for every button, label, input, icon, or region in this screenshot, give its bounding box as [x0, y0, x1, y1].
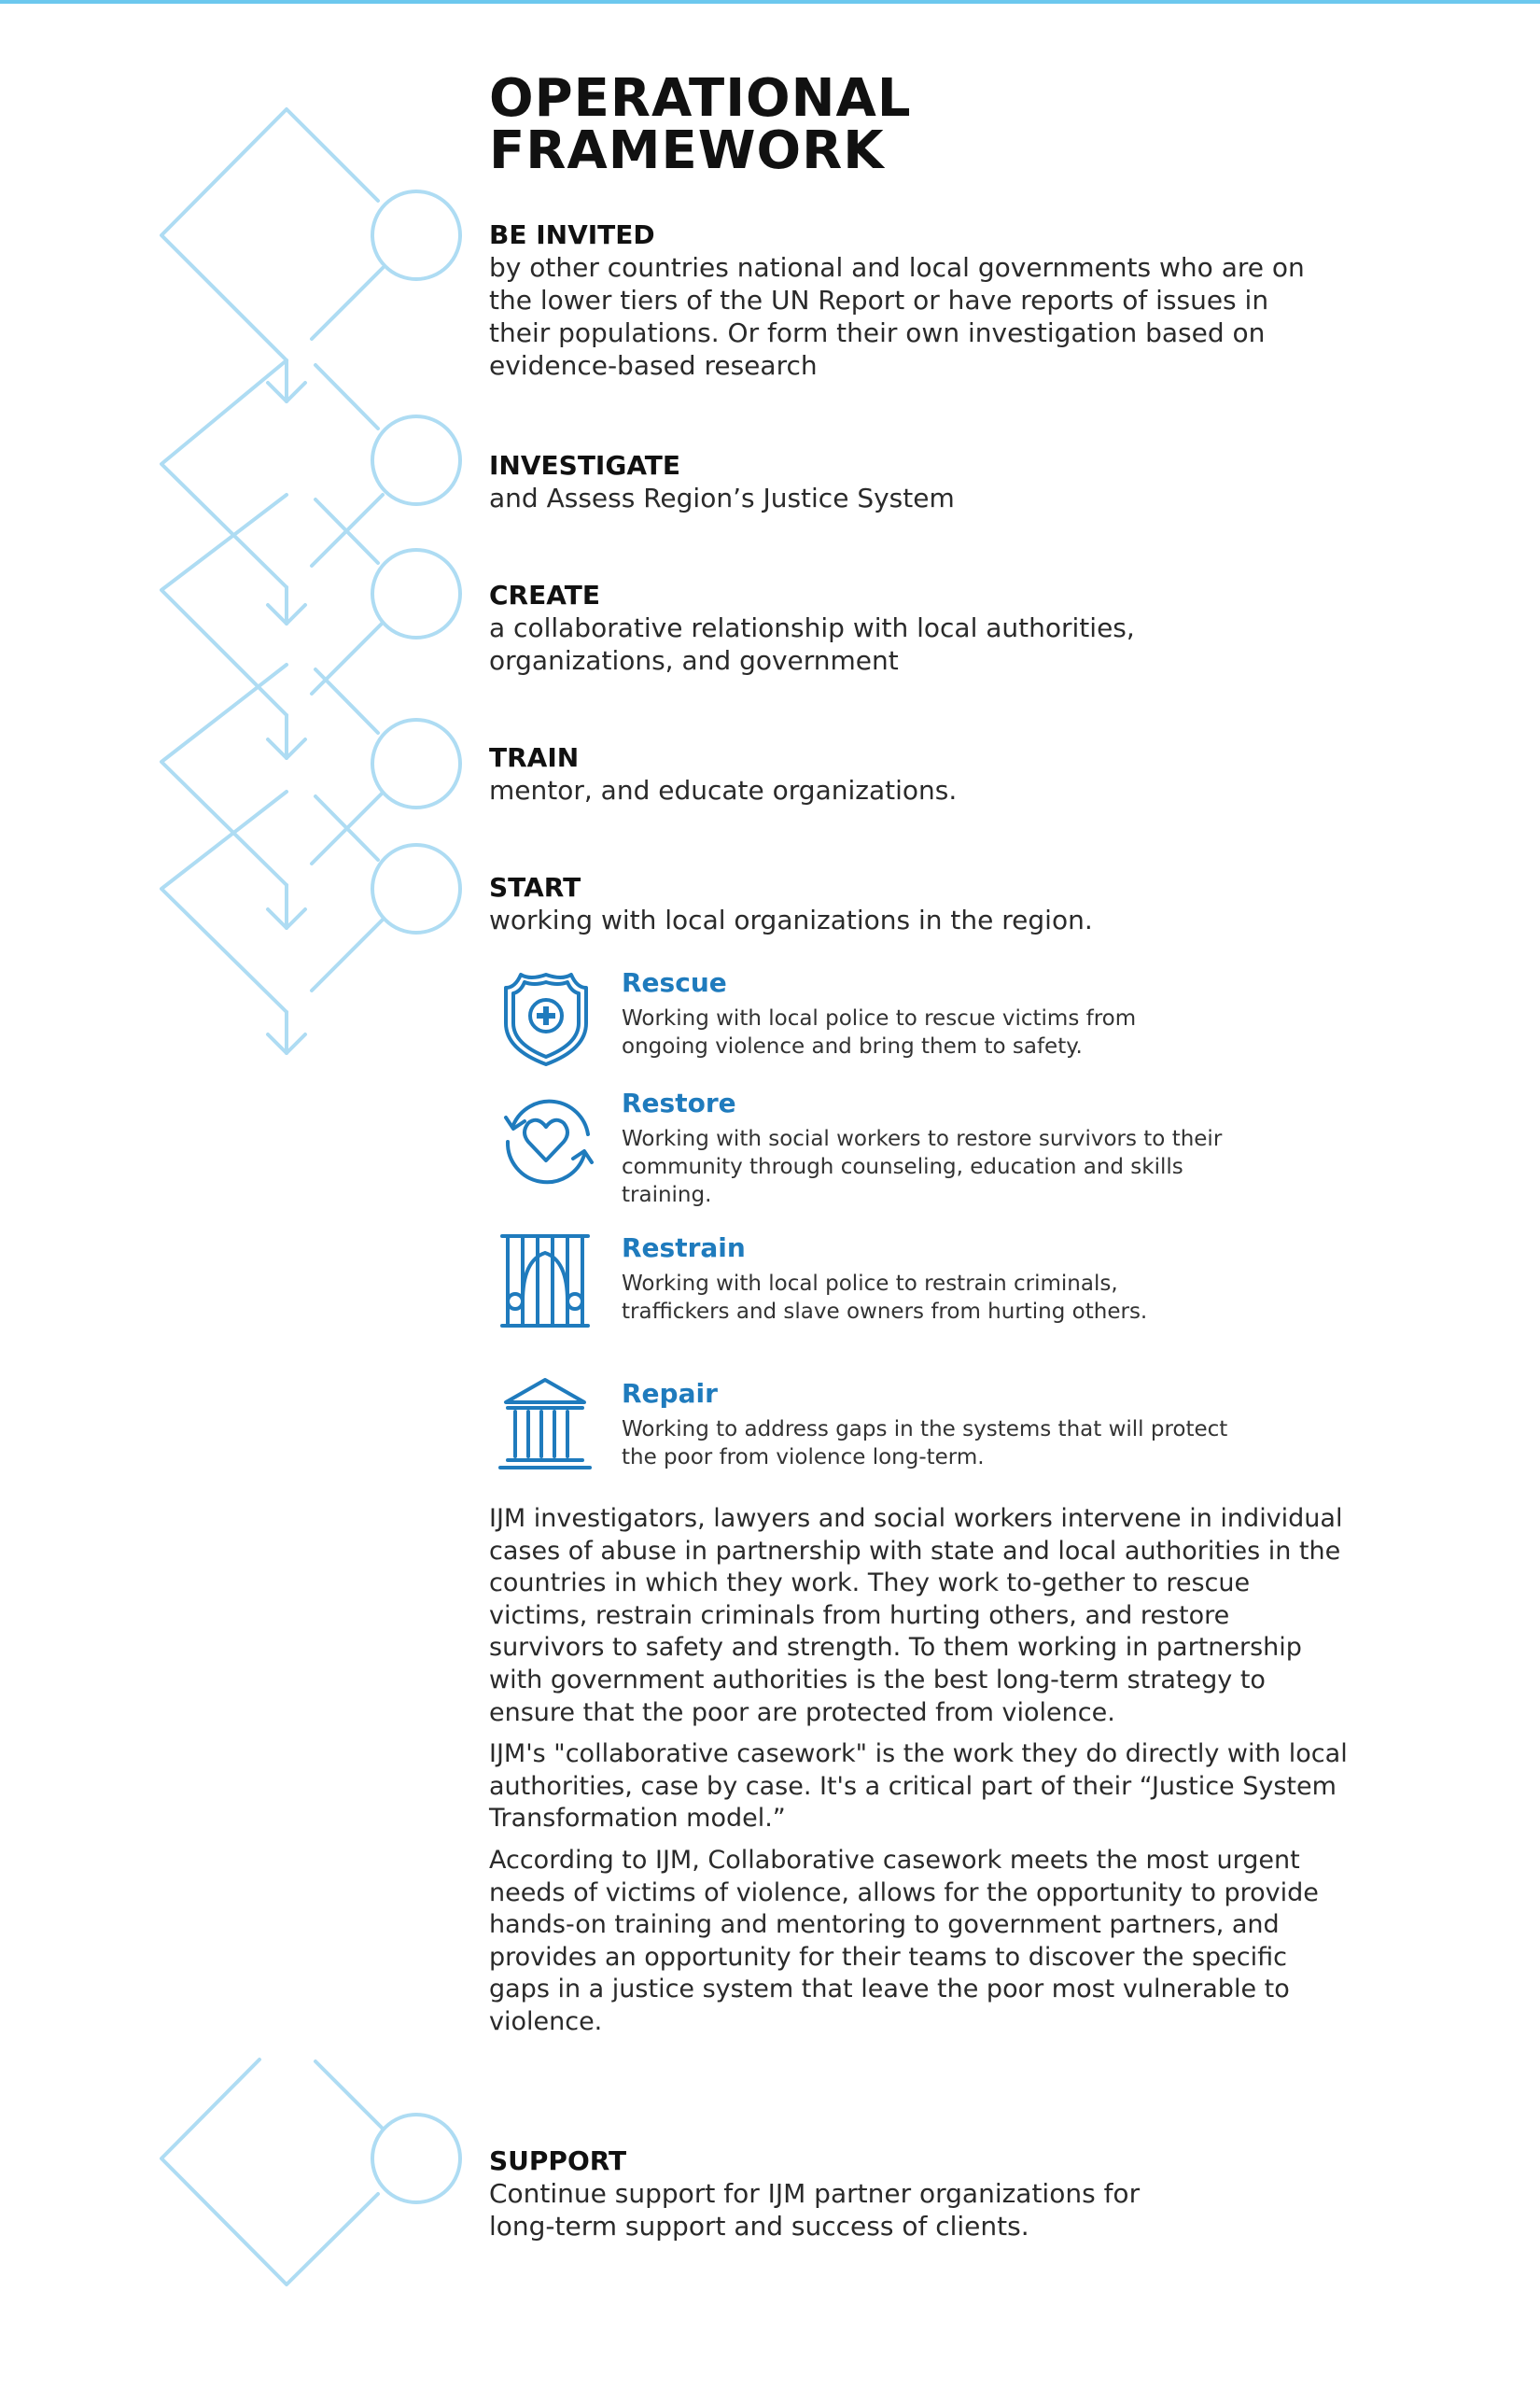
action-text: Working with local police to rescue victims from ongoing violence and bring them to safety. — [622, 1006, 1137, 1059]
action-text: Working to address gaps in the systems that will protect the poor from violence long-term. — [622, 1417, 1228, 1469]
action-restrain — [495, 1232, 1335, 1344]
step-text: and Assess Region’s Justice System — [489, 483, 955, 513]
step-circle-1 — [372, 191, 460, 279]
step-train — [489, 741, 1310, 807]
action-text: Working with local police to restrain criminals, traffickers and slave owners from hurting others. — [622, 1272, 1148, 1324]
arrow-down-1 — [268, 360, 305, 401]
step-investigate — [489, 449, 1310, 514]
step-circle-2 — [372, 416, 460, 504]
action-title: Repair — [622, 1378, 718, 1409]
step-heading: INVESTIGATE — [489, 450, 681, 481]
body-paragraph-1: IJM investigators, lawyers and social workers intervene in individual cases of abuse in partnership with state and local authorities in the countries in which they work. They work to-gether to rescue victims, restrain criminals from hurting others, and restore survivors to safety and strength. To them working in partnership with government authorities is the best long-term strategy to ensure that the poor are protected from violence. — [489, 1504, 1343, 1727]
action-repair — [495, 1378, 1335, 1490]
step-create — [489, 579, 1310, 677]
step-circle-5 — [372, 845, 460, 933]
diamond-1 — [161, 109, 383, 360]
action-title: Restrain — [622, 1232, 746, 1263]
step-heading: TRAIN — [489, 742, 580, 773]
step-heading: BE INVITED — [489, 219, 655, 250]
shield-icon — [495, 967, 597, 1070]
diamond-4 — [161, 665, 383, 885]
step-heading: SUPPORT — [489, 2145, 627, 2176]
diamond-2 — [161, 360, 383, 587]
body-paragraph-2: IJM's "collaborative casework" is the work they do directly with local authorities, case by case. It's a critical part of their “Justice System Transformation model.” — [489, 1739, 1348, 1834]
heart-cycle-icon — [495, 1088, 597, 1190]
step-text: Continue support for IJM partner organizations for long-term support and success of clients. — [489, 2178, 1141, 2242]
step-circle-4 — [372, 720, 460, 808]
action-rescue — [495, 967, 1335, 1079]
step-text: working with local organizations in the region. — [489, 905, 1093, 935]
step-heading: START — [489, 872, 581, 903]
body-paragraph-3: According to IJM, Collaborative casework meets the most urgent needs of victims of violence, allows for the opportunity to provide hands-on training and mentoring to government partners, and provides an opportunity for their teams to discover the specific gaps in a justice system that leave the poor most vulnerable to violence. — [489, 1845, 1319, 2036]
prison-bars-icon — [495, 1232, 597, 1335]
step-circle-support — [372, 2115, 460, 2202]
page-title: OPERATIONAL FRAMEWORK — [489, 68, 912, 181]
action-text: Working with social workers to restore survivors to their community through counseling, education and skills training. — [622, 1127, 1223, 1207]
action-title: Restore — [622, 1088, 736, 1118]
step-start — [489, 871, 1310, 936]
step-text: a collaborative relationship with local authorities, organizations, and government — [489, 612, 1135, 676]
diamond-support — [161, 2060, 383, 2285]
step-support — [489, 2144, 1310, 2242]
arrow-down-3 — [268, 715, 305, 758]
action-title: Rescue — [622, 967, 727, 998]
step-heading: CREATE — [489, 580, 600, 611]
arrow-down-2 — [268, 587, 305, 624]
arrow-down-5 — [268, 1012, 305, 1053]
body-text — [489, 1503, 1348, 2039]
courthouse-icon — [495, 1378, 597, 1481]
step-text: by other countries national and local governments who are on the lower tiers of the UN Report or have reports of issues in their populations. Or form their own investigation based on evidence-based research — [489, 252, 1305, 381]
action-restore — [495, 1088, 1335, 1207]
arrow-down-4 — [268, 885, 305, 928]
step-be-invited — [489, 218, 1310, 382]
step-text: mentor, and educate organizations. — [489, 775, 958, 806]
step-circle-3 — [372, 550, 460, 638]
